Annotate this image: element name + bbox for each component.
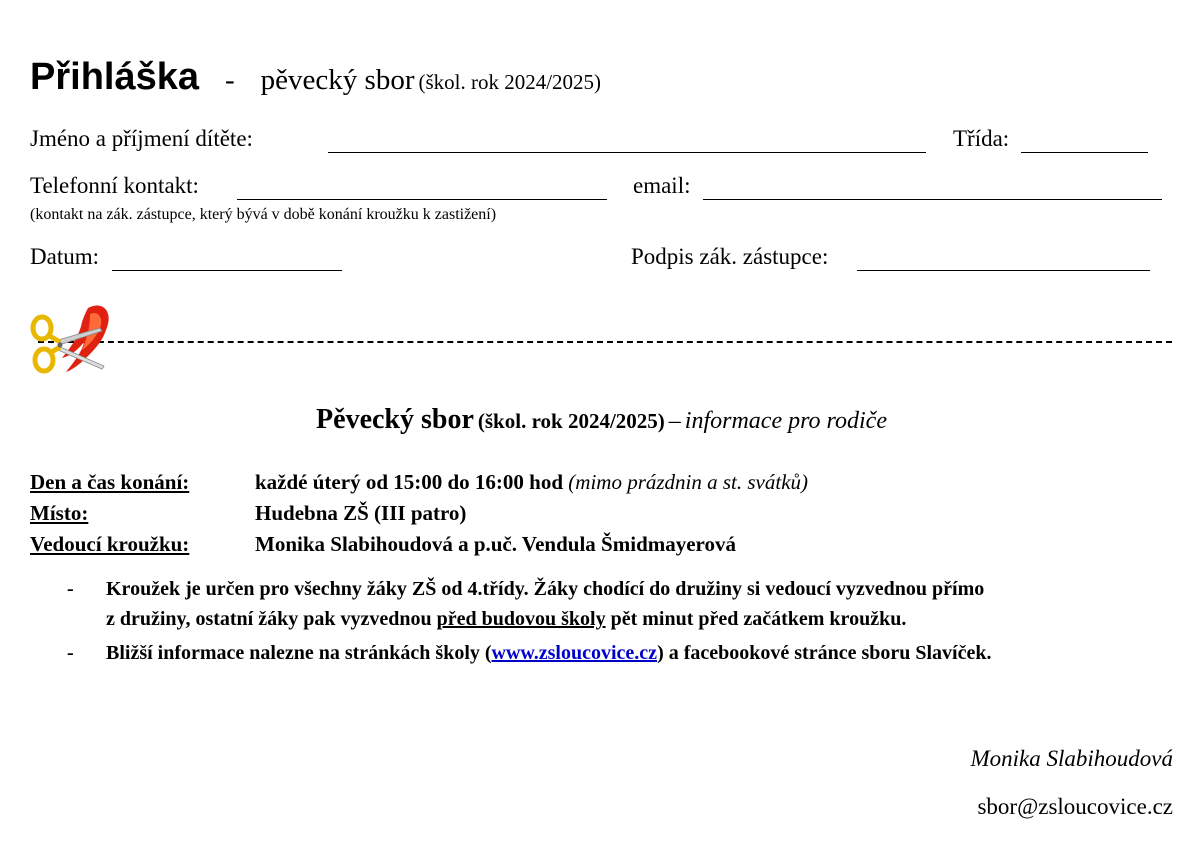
- class-field[interactable]: [1021, 134, 1148, 153]
- school-website-link[interactable]: www.zsloucovice.cz: [491, 642, 658, 664]
- bullet2-text-post: ) a facebookové stránce sboru Slavíček.: [657, 642, 992, 664]
- info-label-place: Místo:: [30, 501, 89, 525]
- signature-email: sbor@zsloucovice.cz: [977, 794, 1173, 819]
- info-heading-dash: –: [668, 408, 681, 434]
- info-value-place: Hudebna ZŠ (III patro): [255, 501, 467, 525]
- info-row: [30, 501, 466, 526]
- form-title: Přihláška: [30, 56, 199, 98]
- info-label-time: Den a čas konání:: [30, 470, 190, 494]
- info-heading: [0, 404, 1203, 436]
- bullet1-text-underlined: před budovou školy: [436, 608, 606, 630]
- bullet2-line: [106, 638, 991, 669]
- cut-line: [38, 341, 1172, 343]
- name-label: Jméno a příjmení dítěte:: [30, 126, 253, 151]
- bullet1-text-pre: z družiny, ostatní žáky pak vyzvednou: [106, 608, 437, 630]
- bullet2-text-pre: Bližší informace nalezne na stránkách školy (: [106, 642, 492, 664]
- form-header: [30, 56, 601, 99]
- info-value-leader: Monika Slabihoudová a p.uč. Vendula Šmidmayerová: [255, 532, 737, 556]
- bullet1-line2: [106, 604, 906, 635]
- phone-label: Telefonní kontakt:: [30, 173, 199, 198]
- phone-field[interactable]: [237, 181, 607, 200]
- info-heading-year: (škol. rok 2024/2025): [477, 409, 665, 433]
- info-value-time: každé úterý od 15:00 do 16:00 hod: [255, 470, 564, 494]
- email-label: email:: [633, 173, 691, 198]
- info-note-time: (mimo prázdnin a st. svátků): [568, 470, 809, 494]
- bullet1-line1: Kroužek je určen pro všechny žáky ZŠ od 4.třídy. Žáky chodící do družiny si vedoucí vyzvednou přímo: [106, 578, 985, 600]
- signature-name: Monika Slabihoudová: [970, 746, 1173, 771]
- title-dash: -: [225, 64, 235, 96]
- date-field[interactable]: [112, 252, 342, 271]
- bullet-mark: -: [67, 578, 74, 600]
- scissors-icon: [28, 300, 114, 380]
- signature-field[interactable]: [857, 252, 1150, 271]
- signature-label: Podpis zák. zástupce:: [631, 244, 829, 269]
- form-subtitle: pěvecký sbor: [260, 64, 415, 96]
- phone-note: (kontakt na zák. zástupce, který bývá v době konání kroužku k zastižení): [30, 206, 497, 223]
- date-label: Datum:: [30, 244, 99, 269]
- form-year: (škol. rok 2024/2025): [418, 70, 602, 94]
- bullet1-text-post: pět minut před začátkem kroužku.: [605, 608, 907, 630]
- info-label-leader: Vedoucí kroužku:: [30, 532, 190, 556]
- info-heading-title: Pěvecký sbor: [316, 404, 474, 435]
- info-row: [30, 470, 808, 495]
- info-heading-sub: informace pro rodiče: [684, 408, 887, 434]
- bullet-mark: -: [67, 642, 74, 664]
- name-field[interactable]: [328, 134, 926, 153]
- info-row: [30, 532, 736, 557]
- class-label: Třída:: [953, 126, 1010, 151]
- email-field[interactable]: [703, 181, 1162, 200]
